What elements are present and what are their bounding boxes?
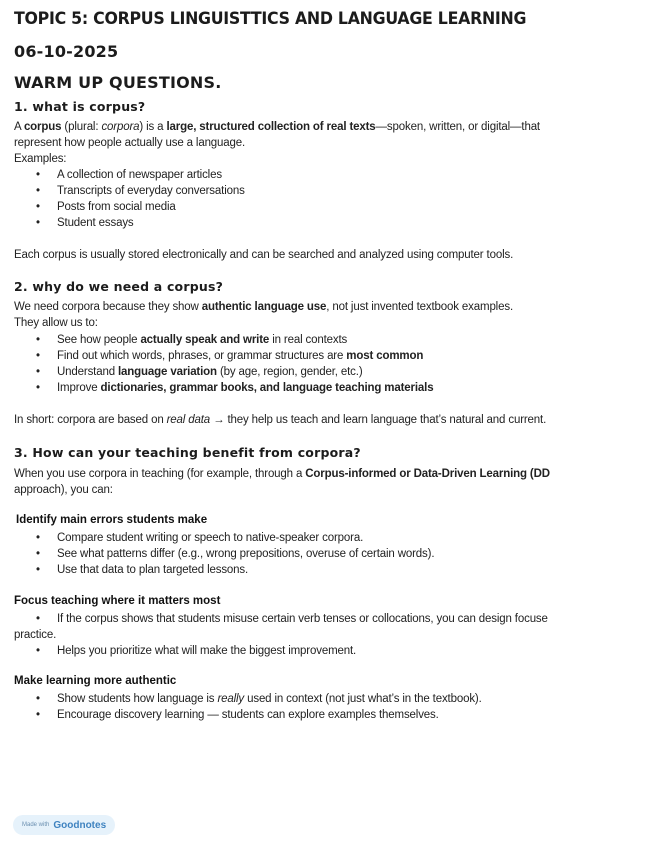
goodnotes-badge[interactable] [13, 815, 115, 835]
list-item-continuation: practice. [14, 629, 57, 641]
list-item: • Helps you prioritize what will make the biggest improvement. [36, 645, 357, 657]
page-date: 06-10-2025 [14, 42, 119, 61]
q3-intro: When you use corpora in teaching (for example, through a Corpus-informed or Data-Driven Learning (DD [14, 468, 550, 480]
q2-heading: 2. why do we need a corpus? [14, 279, 224, 294]
warmup-heading: WARM UP QUESTIONS. [14, 73, 222, 92]
goodnotes-logo-text: Goodnotes [53, 819, 107, 831]
q1-examples-label: Examples: [14, 153, 67, 165]
list-item: • Improve dictionaries, grammar books, and language teaching materials [36, 382, 434, 394]
q2-summary: In short: corpora are based on real data → they help us teach and learn language that’s natural and current. [14, 414, 547, 426]
list-item: • If the corpus shows that students misuse certain verb tenses or collocations, you can design focuse [36, 613, 548, 625]
list-item: • Find out which words, phrases, or grammar structures are most common [36, 350, 424, 362]
q3-subheading-errors: Identify main errors students make [16, 514, 208, 526]
made-with-label: Made with [22, 822, 50, 828]
list-item: • Student essays [36, 217, 134, 229]
page-title: TOPIC 5: CORPUS LINGUISTTICS AND LANGUAGE LEARNING [14, 9, 527, 29]
list-item: • Posts from social media [36, 201, 176, 213]
list-item: • Encourage discovery learning — students can explore examples themselves. [36, 709, 439, 721]
q2-intro: We need corpora because they show authentic language use, not just invented textbook examples. [14, 301, 513, 313]
q2-intro-line2: They allow us to: [14, 317, 98, 329]
q3-subheading-focus: Focus teaching where it matters most [14, 595, 221, 607]
list-item: • A collection of newspaper articles [36, 169, 222, 181]
q1-definition-line2: represent how people actually use a language. [14, 137, 246, 149]
q1-heading: 1. what is corpus? [14, 99, 146, 114]
list-item: • See what patterns differ (e.g., wrong prepositions, overuse of certain words). [36, 548, 435, 560]
list-item: • Use that data to plan targeted lessons. [36, 564, 249, 576]
list-item: • See how people actually speak and write in real contexts [36, 334, 348, 346]
list-item: • Compare student writing or speech to native-speaker corpora. [36, 532, 364, 544]
q1-definition: A corpus (plural: corpora) is a large, structured collection of real texts—spoken, written, or digital—that [14, 121, 540, 133]
list-item: • Transcripts of everyday conversations [36, 185, 245, 197]
q3-subheading-authentic: Make learning more authentic [14, 675, 177, 687]
list-item: • Understand language variation (by age, region, gender, etc.) [36, 366, 363, 378]
q1-closing: Each corpus is usually stored electronically and can be searched and analyzed using computer tools. [14, 249, 514, 261]
q3-heading: 3. How can your teaching benefit from corpora? [14, 445, 361, 460]
list-item: • Show students how language is really used in context (not just what’s in the textbook). [36, 693, 482, 705]
q3-intro-line2: approach), you can: [14, 484, 113, 496]
